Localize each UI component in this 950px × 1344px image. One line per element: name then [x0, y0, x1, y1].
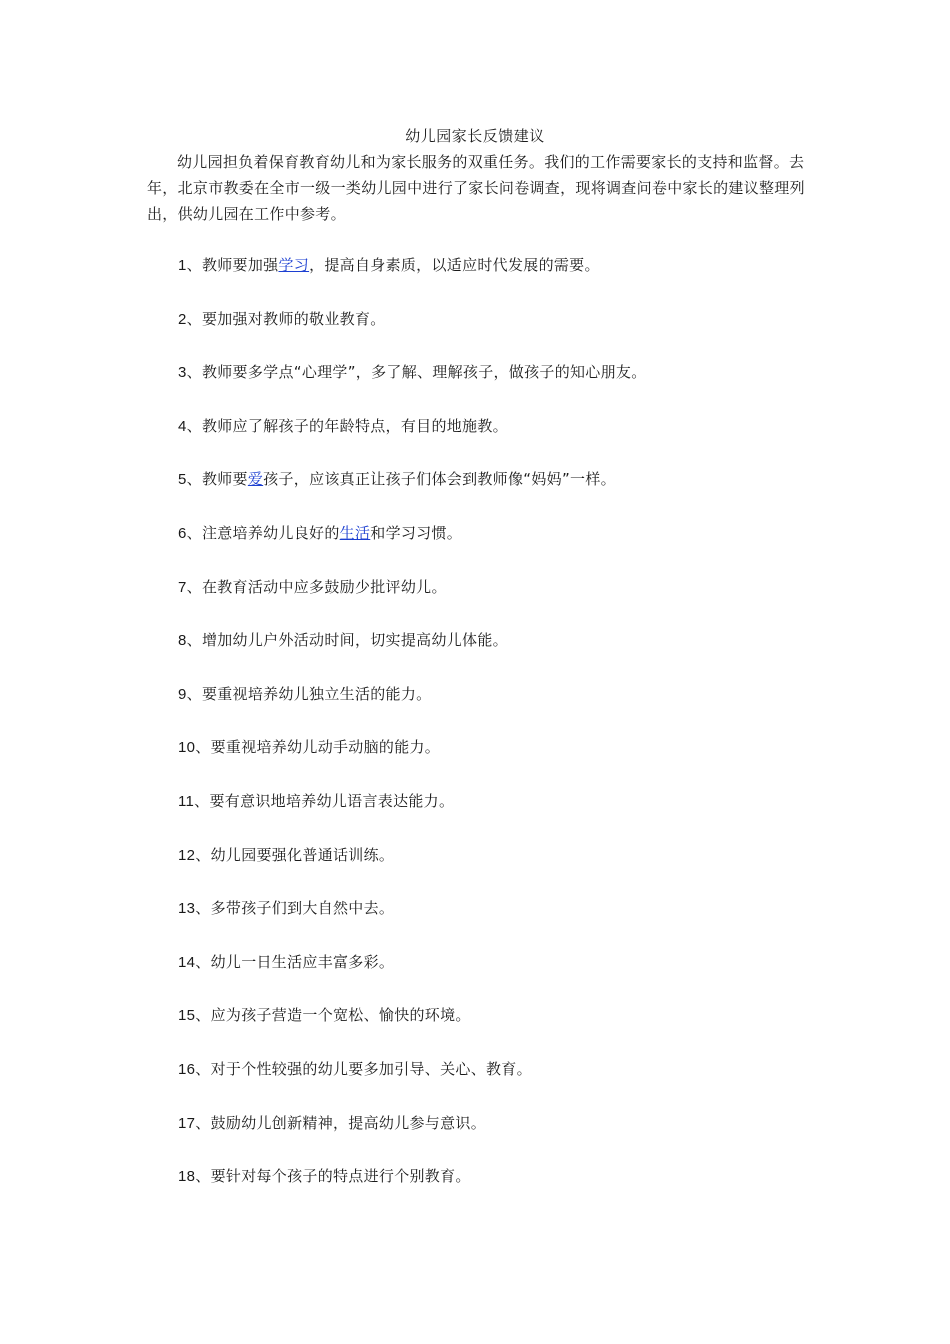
item-text: 、增加幼儿户外活动时间，切实提高幼儿体能。 [186, 631, 508, 650]
item-text: 、应为孩子营造一个宽松、愉快的环境。 [195, 1006, 471, 1025]
item-number: 9 [178, 685, 187, 703]
suggestion-item [178, 1110, 798, 1164]
item-number: 6 [178, 524, 187, 542]
document-title: 幼儿园家长反馈建议 [405, 127, 545, 145]
suggestion-item [178, 949, 798, 1003]
item-number: 8 [178, 632, 187, 650]
suggestion-item [178, 1002, 798, 1056]
item-text: 、在教育活动中应多鼓励少批评幼儿。 [186, 577, 447, 596]
item-number: 16 [178, 1060, 196, 1078]
suggestion-list [178, 252, 798, 1217]
item-text: 、幼儿一日生活应丰富多彩。 [195, 952, 395, 971]
item-number: 10 [178, 739, 196, 757]
item-number: 3 [178, 364, 187, 382]
item-number: 7 [178, 578, 187, 596]
item-number: 17 [178, 1114, 196, 1132]
item-number: 15 [178, 1007, 196, 1025]
suggestion-item [178, 359, 798, 413]
item-number: 4 [178, 417, 187, 435]
item-text-continued: ，提高自身素质，以适应时代发展的需要。 [309, 256, 600, 274]
item-text: 、多带孩子们到大自然中去。 [195, 899, 395, 918]
item-link[interactable]: 爱 [247, 470, 264, 489]
item-number: 2 [178, 310, 187, 328]
item-text: 、要重视培养幼儿动手动脑的能力。 [195, 738, 441, 757]
item-text: 、对于个性较强的幼儿要多加引导、关心、教育。 [195, 1059, 532, 1078]
suggestion-item [178, 252, 798, 306]
suggestion-item [178, 413, 798, 467]
suggestion-item [178, 842, 798, 896]
item-number: 5 [178, 471, 187, 489]
item-number: 18 [178, 1168, 196, 1186]
item-number: 14 [178, 953, 196, 971]
item-text-continued: 和学习习惯。 [370, 523, 463, 542]
item-text: 、要有意识地培养幼儿语言表达能力。 [194, 791, 455, 810]
item-number: 1 [178, 257, 187, 274]
suggestion-item [178, 1056, 798, 1110]
suggestion-item [178, 574, 798, 628]
item-number: 13 [178, 900, 196, 918]
suggestion-item [178, 788, 798, 842]
item-text: 、教师应了解孩子的年龄特点，有目的地施教。 [186, 416, 508, 435]
item-text: 、教师要加强 [186, 256, 279, 274]
item-text: 、要重视培养幼儿独立生活的能力。 [186, 684, 432, 703]
item-number: 12 [178, 846, 196, 864]
item-text-continued: 孩子，应该真正让孩子们体会到教师像“妈妈”一样。 [263, 470, 616, 489]
suggestion-item [178, 895, 798, 949]
item-link[interactable]: 生活 [339, 523, 371, 542]
suggestion-item [178, 466, 798, 520]
item-text: 、教师要多学点“心理学”，多了解、理解孩子，做孩子的知心朋友。 [186, 363, 647, 382]
suggestion-item [178, 627, 798, 681]
intro-paragraph: 幼儿园担负着保育教育幼儿和为家长服务的双重任务。我们的工作需要家长的支持和监督。去年，北京市教委在全市一级一类幼儿园中进行了家长问卷调查，现将调查问卷中家长的建议整理列出，供幼儿园在工作中参考。 [147, 153, 805, 223]
item-link[interactable]: 学习 [278, 256, 310, 274]
item-text: 、幼儿园要强化普通话训练。 [195, 845, 395, 864]
item-text: 、要加强对教师的敬业教育。 [186, 309, 386, 328]
item-text: 、注意培养幼儿良好的 [186, 523, 340, 542]
item-text: 、鼓励幼儿创新精神，提高幼儿参与意识。 [195, 1113, 486, 1132]
suggestion-item [178, 306, 798, 360]
item-text: 、教师要 [186, 470, 248, 489]
item-text: 、要针对每个孩子的特点进行个别教育。 [195, 1167, 471, 1186]
suggestion-item [178, 1163, 798, 1217]
suggestion-item [178, 734, 798, 788]
suggestion-item [178, 681, 798, 735]
item-number: 11 [178, 792, 195, 810]
suggestion-item [178, 520, 798, 574]
